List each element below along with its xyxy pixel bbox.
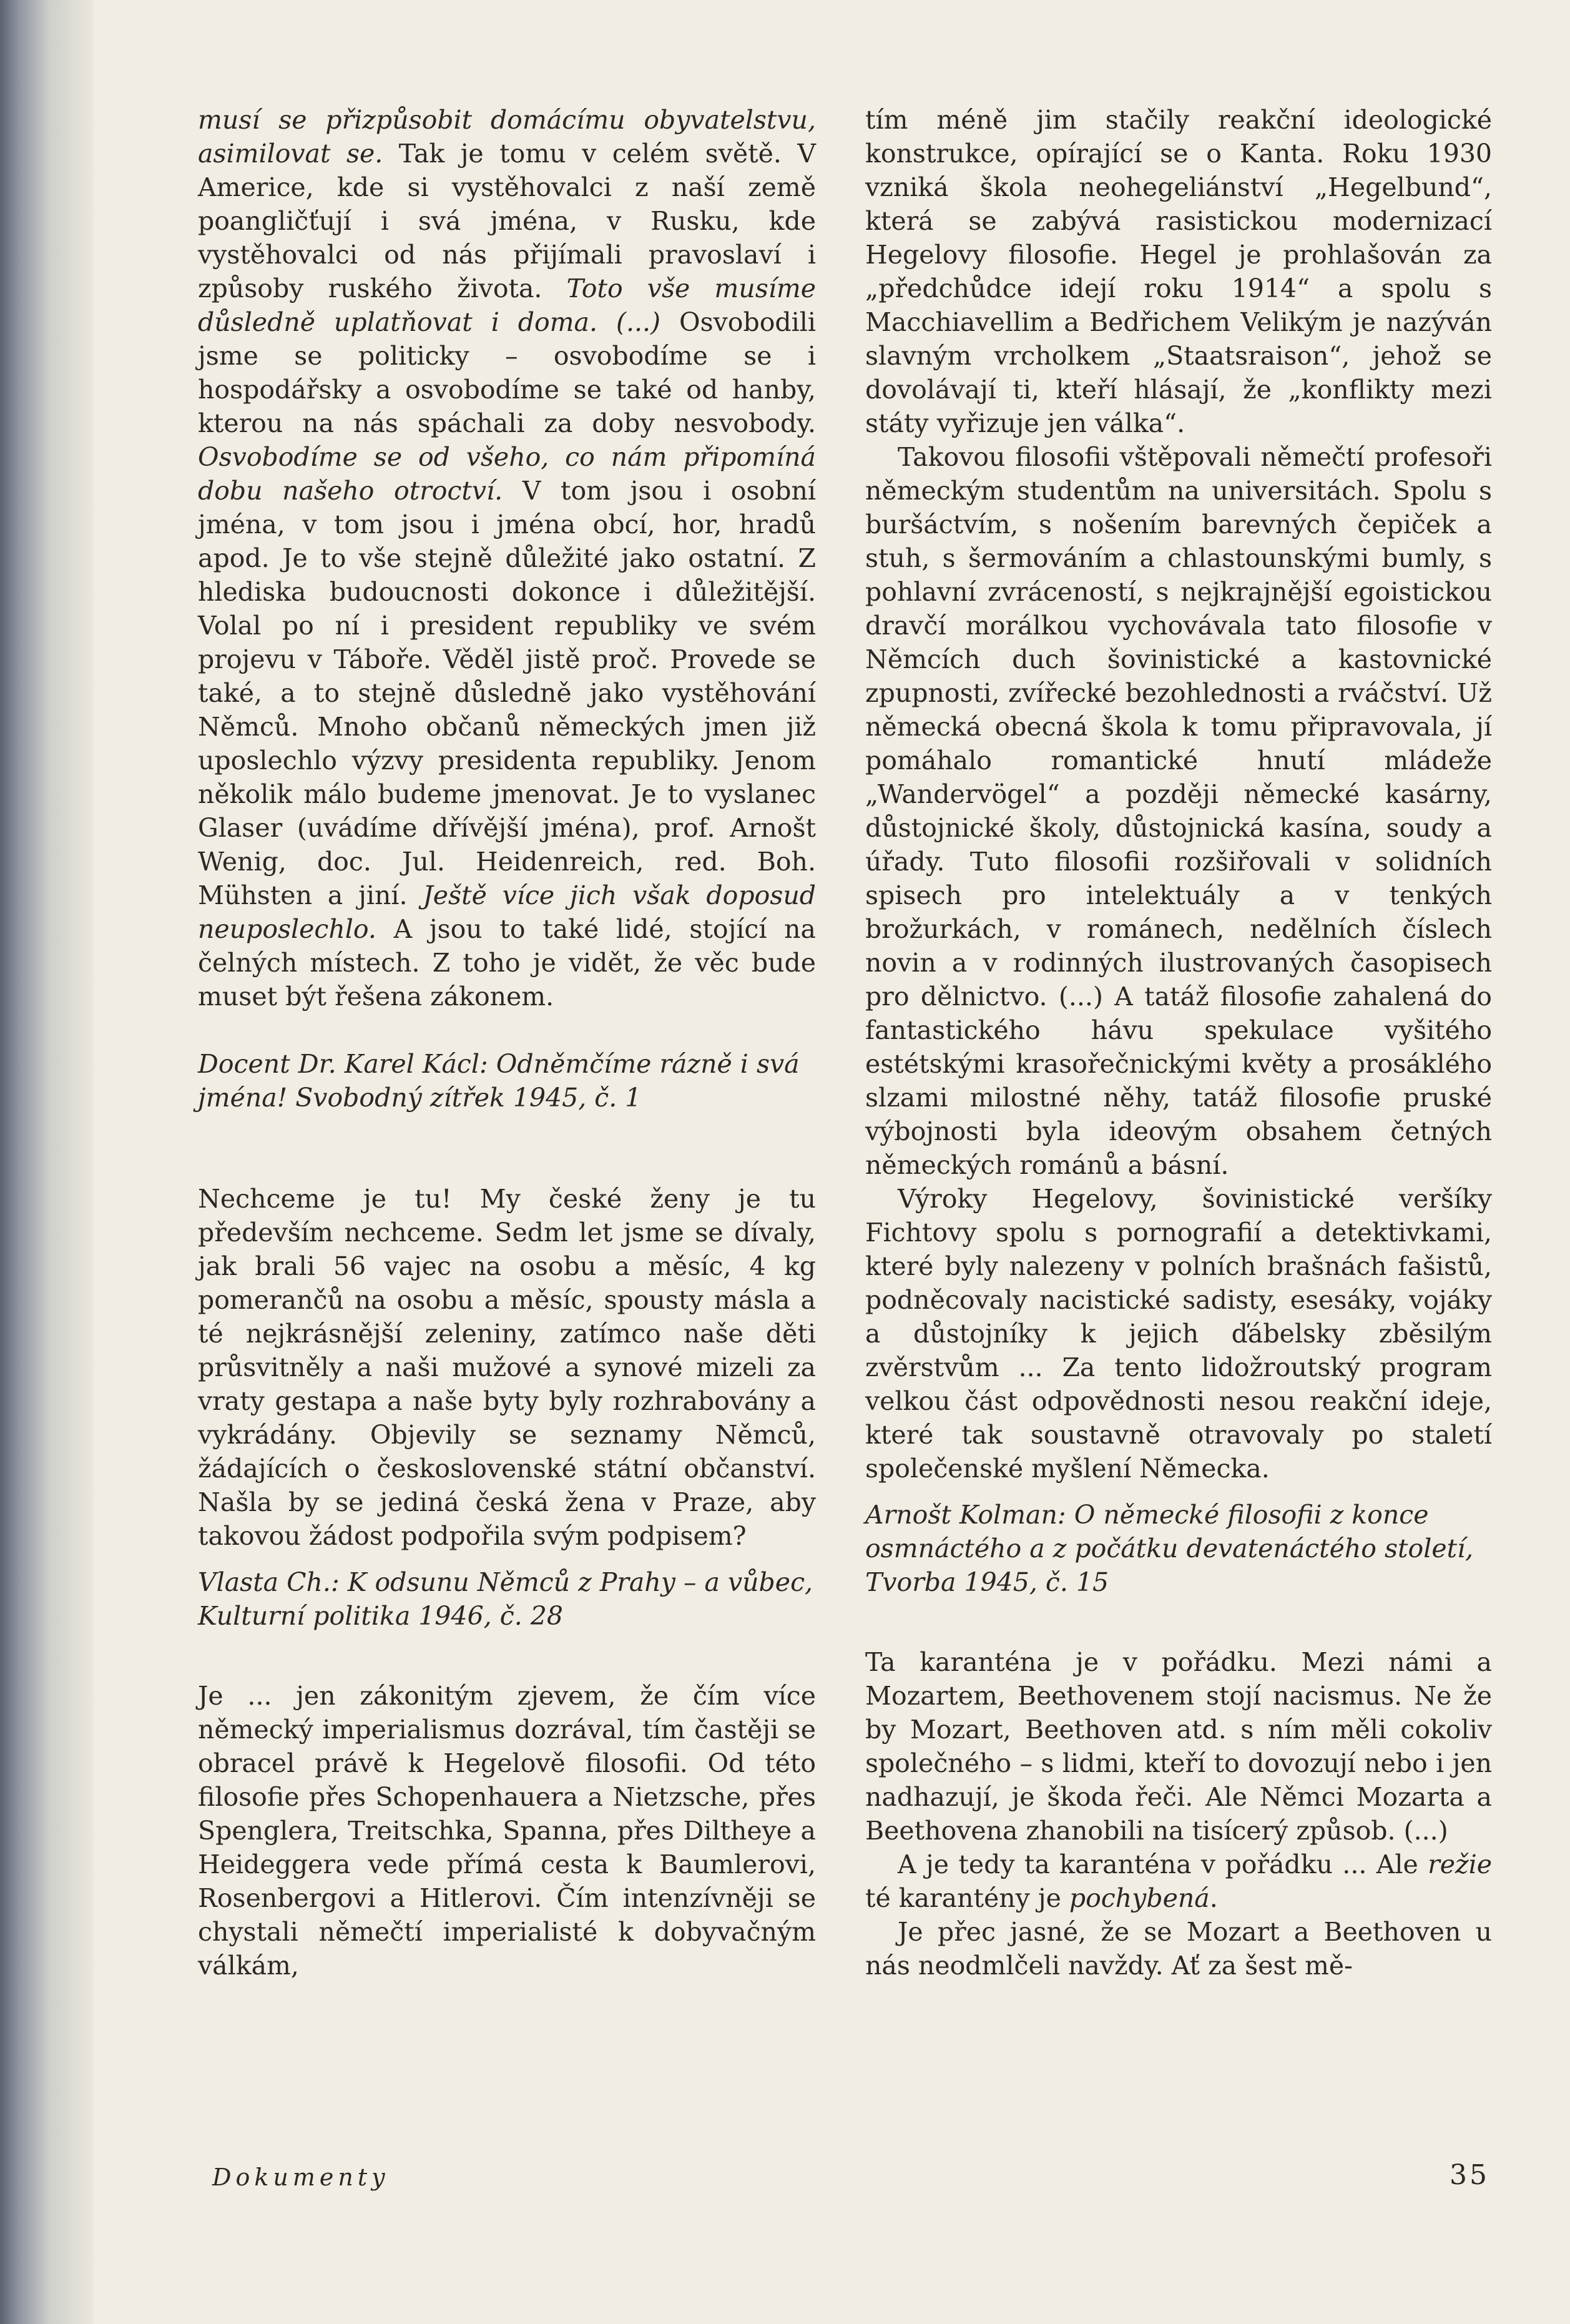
quote-vlasta-text: Nechceme je tu! My české ženy je tu především nechceme. Sedm let jsme se dívaly, jak brali 56 vajec na osobu a měsíc, 4 kg pomerančů na osobu a měsíc, spousty másla a té nejkrásnější zeleniny, zatímco naše děti průsvitněly a naši mužové a synové mizeli za vraty gestapa a naše byty byly rozhrabovány a vykrádány. Objevily se seznamy Němců, žádajících o československé státní občanství. Našla by se jediná česká žena v Praze, aby takovou žádost podpořila svým podpisem? bbox=[198, 1184, 816, 1551]
quote-kolman-text-start: Je ... jen zákonitým zjevem, že čím více německý imperialismus dozrával, tím častěji se obracel právě k Hegelově filosofii. Od této filosofie přes Schopenhauera a Nietzsche, přes Spenglera, Treitschka, Spanna, přes Diltheye a Heideggera vede přímá cesta k Baumlerovi, Rosenbergovi a Hitlerovi. Čím intenzívněji se chystali němečtí imperialisté k dobyvačným válkám, bbox=[198, 1681, 816, 1981]
quote-karantena-paragraph-3: Je přec jasné, že se Mozart a Beethoven u nás neodmlčeli navždy. Ať za šest mě- bbox=[865, 1917, 1492, 1981]
body-text: . bbox=[1209, 1883, 1218, 1913]
section-title: Dokumenty bbox=[212, 2164, 390, 2191]
quote-kolman-paragraph-2: Takovou filosofii vštěpovali němečtí profesoři německým studentům na universitách. Spolu s buršáctvím, s nošením barevných čepiček a stuh, s šermováním a chlastounskými bumly, s pohlavní zvráceností, s nejkrajnější egoistickou dravčí morálkou vychovávala tato filosofie v Němcích duch šovinistické a kastovnické zpupnosti, zvířecké bezohlednosti a rváčství. Už německá obecná škola k tomu připravovala, jí pomáhalo romantické hnutí mládeže „Wandervögel“ a později německé kasárny, důstojnické školy, důstojnická kasína, soudy a úřady. Tuto filosofii rozšiřovali v solidních spisech pro intelektuály a v tenkých brožurkách, v románech, nedělních číslech novin a v rodinných ilustrovaných časopisech pro dělnictvo. (...) A tatáž filosofie zahalená do fantastického hávu spekulace vyšitého estétskými krasořečnickými květy a prosáklého slzami milostné něhy, tatáž filosofie pruské výbojnosti byla ideovým obsahem četných německých románů a básní. bbox=[865, 442, 1492, 1180]
right-column bbox=[865, 103, 1492, 1982]
quote-karantena-paragraph-2 bbox=[865, 1848, 1492, 1915]
page-number: 35 bbox=[1450, 2159, 1489, 2191]
quote-karantena-paragraph-1: Ta karanténa je v pořádku. Mezi námi a Mozartem, Beethovenem stojí nacismus. Ne že by Mozart, Beethoven atd. s ním měli cokoliv společného – s lidmi, kteří to dovozují nebo i jen nadhazují, je škoda řeči. Ale Němci Mozarta a Beethovena zhanobili na tisícerý způsob. (...) bbox=[865, 1647, 1492, 1846]
body-text: té karantény je bbox=[865, 1883, 1069, 1913]
source-citation-vlasta: Vlasta Ch.: K odsunu Němců z Prahy – a vůbec, Kulturní politika 1946, č. 28 bbox=[198, 1567, 813, 1631]
quote-kacl-text bbox=[198, 103, 816, 1013]
left-column bbox=[198, 103, 816, 1982]
italic-text: musí se přizpůsobit domácímu obyvatelstvu, asimilovat se. bbox=[198, 105, 816, 169]
book-binding-shadow bbox=[0, 0, 94, 2324]
body-text: A je tedy ta karanténa v pořádku ... Ale bbox=[898, 1849, 1428, 1879]
source-citation-kolman: Arnošt Kolman: O německé filosofii z konce osmnáctého a z počátku devatenáctého století, Tvorba 1945, č. 15 bbox=[865, 1500, 1474, 1597]
body-text: A jsou to také lidé, stojící na čelných místech. Z toho je vidět, že věc bude muset být řešena zákonem. bbox=[198, 914, 816, 1012]
italic-text: režie bbox=[1428, 1849, 1492, 1879]
body-text: Tak je tomu v celém světě. V Americe, kde si vystěhovalci z naší země poangličťují i svá jména, v Rusku, kde vystěhovalci od nás přijímali pravoslaví i způsoby ruského života. bbox=[198, 139, 817, 303]
italic-text: Toto vše musíme důsledně uplatňovat i doma. (...) bbox=[198, 273, 816, 337]
italic-text: pochybená bbox=[1069, 1883, 1210, 1913]
source-citation-kacl: Docent Dr. Karel Kácl: Odněmčíme rázně i svá jména! Svobodný zítřek 1945, č. 1 bbox=[198, 1049, 800, 1113]
body-text: Osvobodili jsme se politicky – osvobodíme se i hospodářsky a osvobodíme se také od hanby, kterou na nás spáchali za doby nesvobody. bbox=[198, 307, 816, 438]
quote-kolman-paragraph-1: tím méně jim stačily reakční ideologické konstrukce, opírající se o Kanta. Roku 1930 vzniká škola neohegeliánství „Hegelbund“, která se zabývá rasistickou modernizací Hegelovy filosofie. Hegel je prohlašován za „předchůdce idejí roku 1914“ a spolu s Macchiavellim a Bedřichem Velikým je nazýván slavným vrcholkem „Staatsraison“, jehož se dovolávají ti, kteří hlásají, že „konflikty mezi státy vyřizuje jen válka“. bbox=[865, 105, 1492, 438]
body-text: V tom jsou i osobní jména, v tom jsou i jména obcí, hor, hradů apod. Je to vše stejně důležité jako ostatní. Z hlediska budoucnosti dokonce i důležitější. Volal po ní i president republiky ve svém projevu v Táboře. Věděl jistě proč. Provede se také, a to stejně důsledně jako vystěhování Němců. Mnoho občanů německých jmen již uposlechlo výzvy presidenta republiky. Jenom několik málo budeme jmenovat. Je to vyslanec Glaser (uvádíme dřívější jména), prof. Arnošt Wenig, doc. Jul. Heidenreich, red. Boh. Mühsten a jiní. bbox=[198, 476, 816, 910]
quote-kolman-paragraph-3: Výroky Hegelovy, šovinistické veršíky Fichtovy spolu s pornografií a detektivkami, které byly nalezeny v polních brašnách fašistů, podněcovaly nacistické sadisty, esesáky, vojáky a důstojníky k jejich ďábelsky zběsilým zvěrstvům ... Za tento lidožroutský program velkou část odpovědnosti nesou reakční ideje, které tak soustavně otravovaly po staletí společenské myšlení Německa. bbox=[865, 1184, 1492, 1484]
italic-text: Osvobodíme se od všeho, co nám připomíná dobu našeho otroctví. bbox=[198, 442, 816, 506]
italic-text: Ještě více jich však doposud neuposlechlo. bbox=[198, 880, 816, 944]
